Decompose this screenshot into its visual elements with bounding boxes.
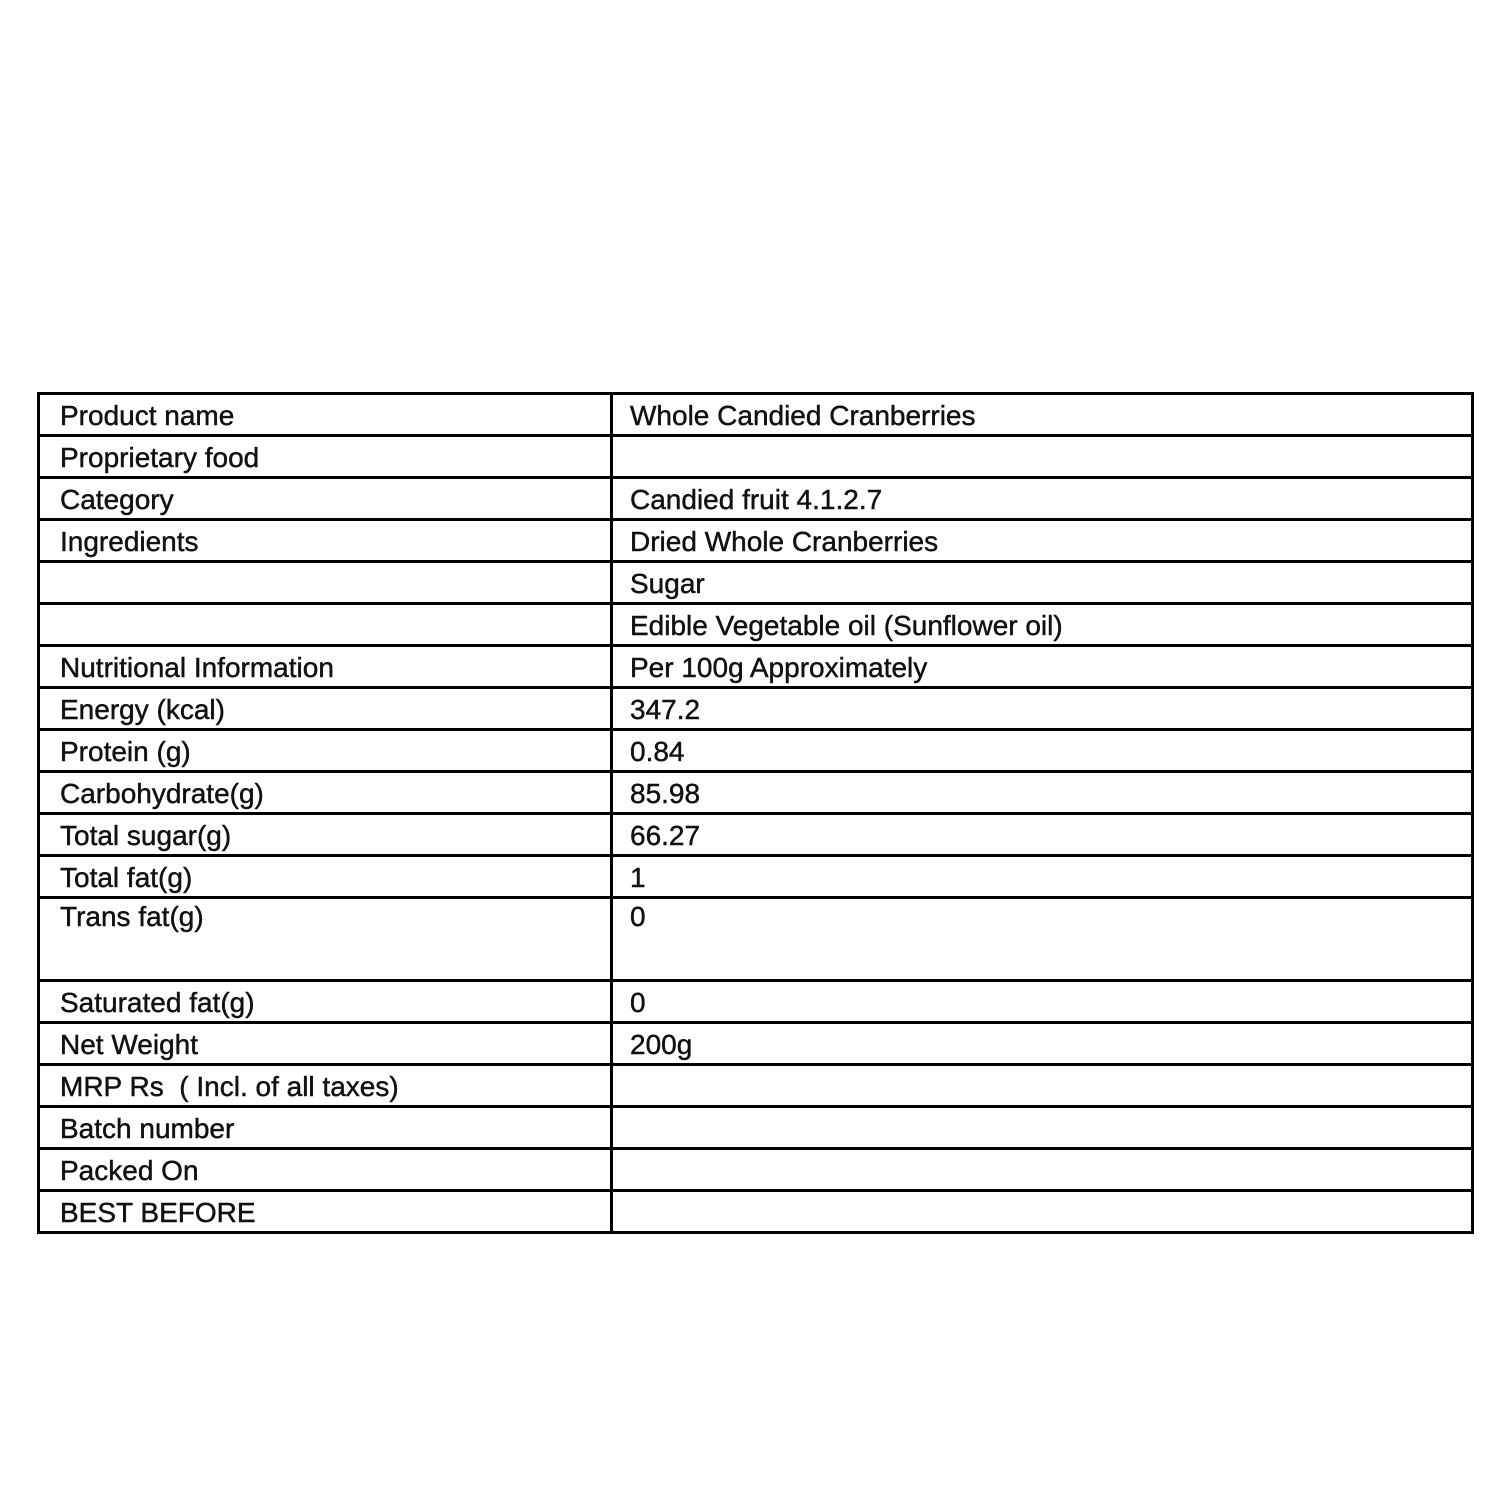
table-row bbox=[39, 478, 1473, 520]
row-label-cell: Net Weight bbox=[39, 1023, 612, 1065]
row-label-cell: Protein (g) bbox=[39, 730, 612, 772]
table-row bbox=[39, 856, 1473, 898]
row-value-cell bbox=[612, 1107, 1473, 1149]
row-label-cell: Packed On bbox=[39, 1149, 612, 1191]
row-label-cell: Proprietary food bbox=[39, 436, 612, 478]
row-value-cell: Sugar bbox=[612, 562, 1473, 604]
table-row bbox=[39, 1149, 1473, 1191]
row-label-cell: Total fat(g) bbox=[39, 856, 612, 898]
row-label-cell: Ingredients bbox=[39, 520, 612, 562]
table-row bbox=[39, 1191, 1473, 1233]
row-value-cell: Candied fruit 4.1.2.7 bbox=[612, 478, 1473, 520]
table-row bbox=[39, 688, 1473, 730]
product-info-table bbox=[37, 392, 1474, 1234]
row-value-cell bbox=[612, 1191, 1473, 1233]
row-label-cell: Category bbox=[39, 478, 612, 520]
row-label-cell: Carbohydrate(g) bbox=[39, 772, 612, 814]
table-row bbox=[39, 1107, 1473, 1149]
table-row bbox=[39, 562, 1473, 604]
row-label-cell: Trans fat(g) bbox=[39, 898, 612, 981]
product-info-table-body bbox=[39, 394, 1473, 1233]
row-label-cell bbox=[39, 604, 612, 646]
row-label-cell: Energy (kcal) bbox=[39, 688, 612, 730]
row-value-cell: 0 bbox=[612, 981, 1473, 1023]
row-value-cell: 0.84 bbox=[612, 730, 1473, 772]
row-label-cell: Total sugar(g) bbox=[39, 814, 612, 856]
row-value-cell: 200g bbox=[612, 1023, 1473, 1065]
table-row bbox=[39, 520, 1473, 562]
table-row bbox=[39, 1023, 1473, 1065]
table-row bbox=[39, 1065, 1473, 1107]
row-value-cell: 1 bbox=[612, 856, 1473, 898]
row-label-cell bbox=[39, 562, 612, 604]
table-row bbox=[39, 730, 1473, 772]
table-row bbox=[39, 394, 1473, 436]
table-row bbox=[39, 604, 1473, 646]
row-value-cell: Edible Vegetable oil (Sunflower oil) bbox=[612, 604, 1473, 646]
table-row bbox=[39, 898, 1473, 981]
row-value-cell bbox=[612, 1149, 1473, 1191]
row-value-cell: Per 100g Approximately bbox=[612, 646, 1473, 688]
row-value-cell bbox=[612, 1065, 1473, 1107]
row-label-cell: Saturated fat(g) bbox=[39, 981, 612, 1023]
row-value-cell: 0 bbox=[612, 898, 1473, 981]
row-label-cell: Batch number bbox=[39, 1107, 612, 1149]
row-value-cell: 66.27 bbox=[612, 814, 1473, 856]
table-row bbox=[39, 772, 1473, 814]
row-value-cell: Whole Candied Cranberries bbox=[612, 394, 1473, 436]
row-label-cell: Nutritional Information bbox=[39, 646, 612, 688]
table-row bbox=[39, 436, 1473, 478]
row-label-cell: BEST BEFORE bbox=[39, 1191, 612, 1233]
row-label-cell: MRP Rs ( Incl. of all taxes) bbox=[39, 1065, 612, 1107]
row-label-cell: Product name bbox=[39, 394, 612, 436]
row-value-cell: Dried Whole Cranberries bbox=[612, 520, 1473, 562]
row-value-cell: 85.98 bbox=[612, 772, 1473, 814]
table-row bbox=[39, 646, 1473, 688]
table-row bbox=[39, 981, 1473, 1023]
table-row bbox=[39, 814, 1473, 856]
row-value-cell bbox=[612, 436, 1473, 478]
row-value-cell: 347.2 bbox=[612, 688, 1473, 730]
